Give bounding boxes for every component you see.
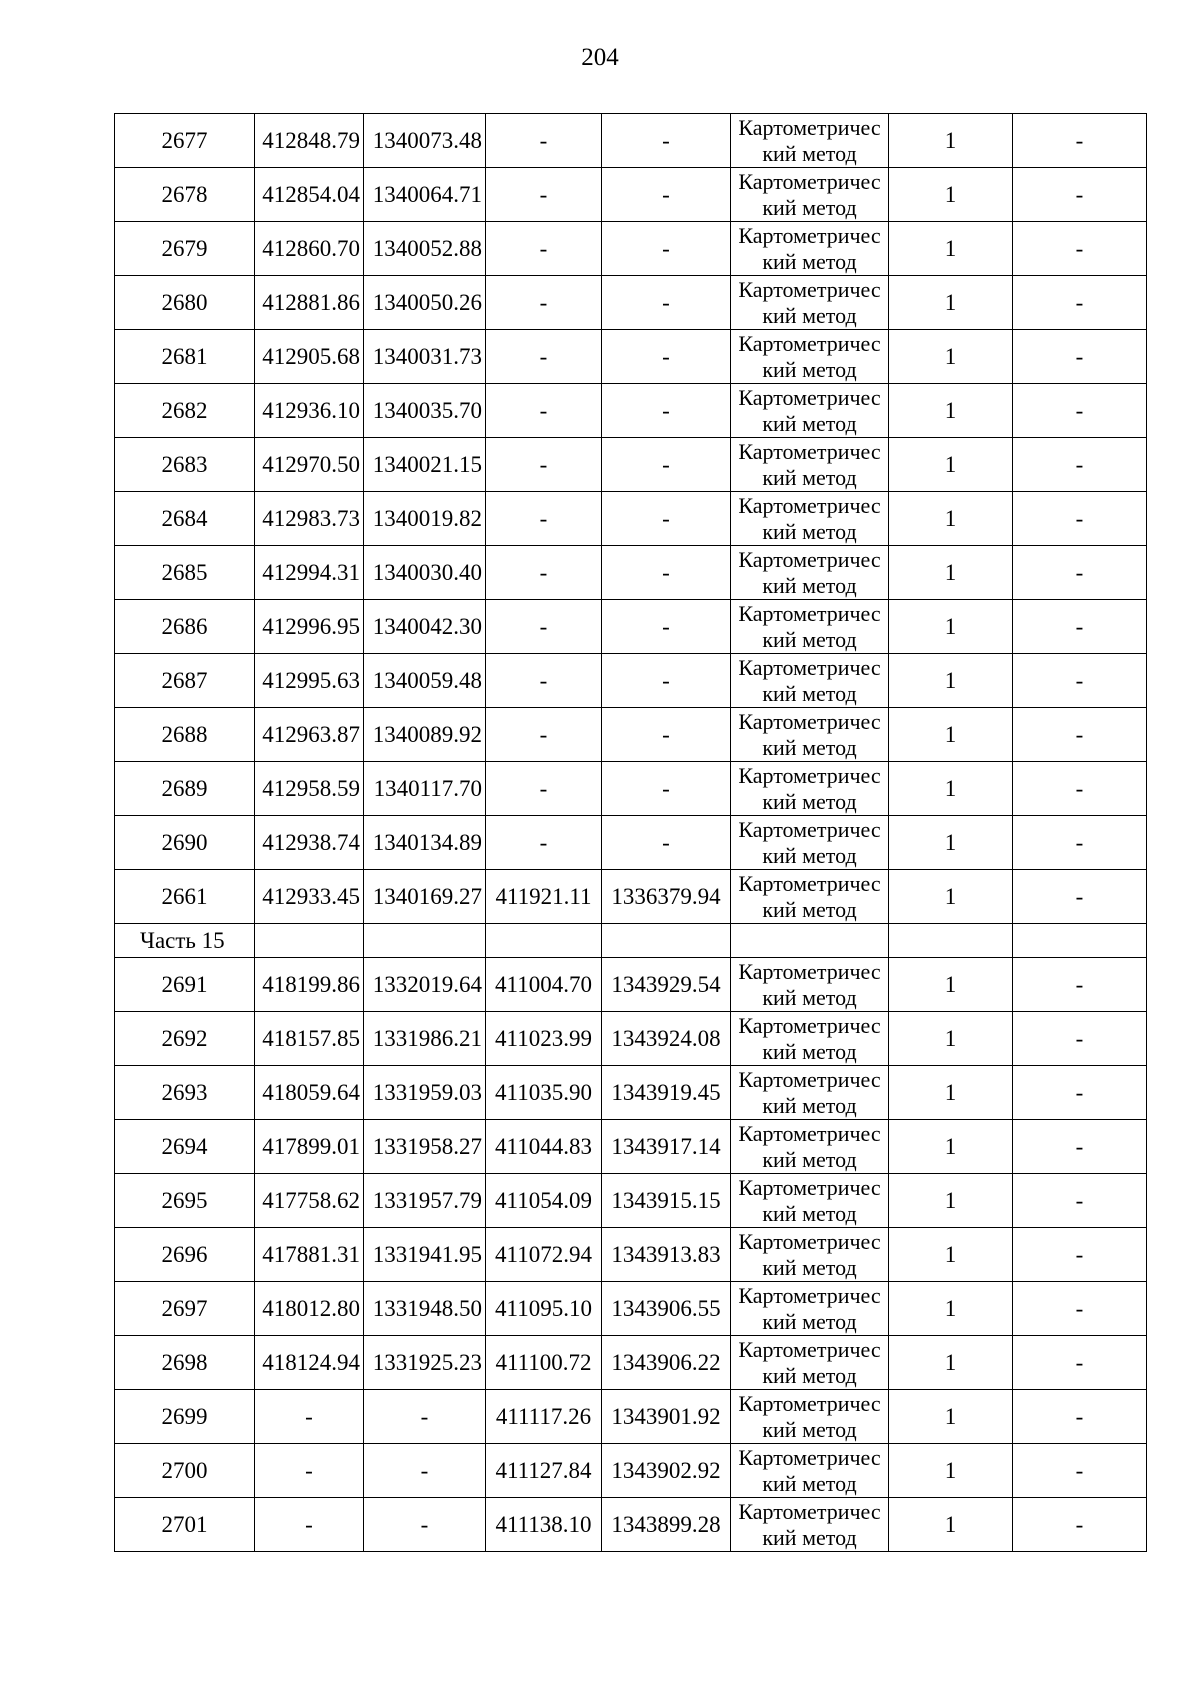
method-text: Картометричес [738, 276, 881, 302]
method-text: Картометричес [738, 1390, 881, 1416]
y-coordinate-alt-cell: 1343901.92 [602, 1390, 731, 1444]
y-coordinate-cell: 1340073.48 [364, 114, 486, 168]
accuracy-cell: 1 [889, 276, 1013, 330]
method-cell [731, 1282, 889, 1336]
point-number-cell: 2677 [115, 114, 255, 168]
y-coordinate-cell: 1340021.15 [364, 438, 486, 492]
x-coordinate-cell: - [255, 1390, 364, 1444]
method-text: кий метод [762, 1470, 857, 1496]
note-cell: - [1013, 1120, 1147, 1174]
table-row [115, 1120, 1147, 1174]
x-coordinate-alt-cell: - [486, 276, 602, 330]
x-coordinate-alt-cell: 411117.26 [486, 1390, 602, 1444]
point-number-cell: 2688 [115, 708, 255, 762]
method-text: кий метод [762, 410, 857, 436]
method-text: Картометричес [738, 958, 881, 984]
x-coordinate-alt-cell: 411921.11 [486, 870, 602, 924]
method-text: кий метод [762, 356, 857, 382]
x-coordinate-alt-cell: 411054.09 [486, 1174, 602, 1228]
accuracy-cell: 1 [889, 114, 1013, 168]
y-coordinate-alt-cell: 1343902.92 [602, 1444, 731, 1498]
empty-cell [1013, 924, 1147, 958]
method-cell [731, 1228, 889, 1282]
accuracy-cell: 1 [889, 762, 1013, 816]
x-coordinate-cell: 412983.73 [255, 492, 364, 546]
empty-cell [486, 924, 602, 958]
y-coordinate-alt-cell: 1343906.55 [602, 1282, 731, 1336]
method-cell [731, 168, 889, 222]
note-cell: - [1013, 546, 1147, 600]
page-number: 204 [581, 44, 619, 71]
table-row [115, 1282, 1147, 1336]
note-cell: - [1013, 1444, 1147, 1498]
method-cell [731, 330, 889, 384]
accuracy-cell: 1 [889, 1336, 1013, 1390]
note-cell: - [1013, 958, 1147, 1012]
y-coordinate-cell: 1340050.26 [364, 276, 486, 330]
y-coordinate-alt-cell: 1343919.45 [602, 1066, 731, 1120]
point-number-cell: 2661 [115, 870, 255, 924]
accuracy-cell: 1 [889, 1390, 1013, 1444]
method-text: кий метод [762, 788, 857, 814]
y-coordinate-cell: 1340064.71 [364, 168, 486, 222]
x-coordinate-cell: 417881.31 [255, 1228, 364, 1282]
method-text: Картометричес [738, 1498, 881, 1524]
method-cell [731, 546, 889, 600]
method-text: кий метод [762, 1038, 857, 1064]
accuracy-cell: 1 [889, 384, 1013, 438]
x-coordinate-alt-cell: - [486, 438, 602, 492]
method-cell [731, 1336, 889, 1390]
method-text: Картометричес [738, 168, 881, 194]
x-coordinate-alt-cell: - [486, 546, 602, 600]
table-row [115, 654, 1147, 708]
method-cell [731, 1498, 889, 1552]
y-coordinate-alt-cell: 1343915.15 [602, 1174, 731, 1228]
point-number-cell: 2678 [115, 168, 255, 222]
method-cell [731, 1174, 889, 1228]
y-coordinate-cell: 1340117.70 [364, 762, 486, 816]
x-coordinate-alt-cell: 411044.83 [486, 1120, 602, 1174]
accuracy-cell: 1 [889, 958, 1013, 1012]
point-number-cell: 2681 [115, 330, 255, 384]
method-text: Картометричес [738, 114, 881, 140]
y-coordinate-cell: 1331959.03 [364, 1066, 486, 1120]
method-cell [731, 1066, 889, 1120]
method-cell [731, 762, 889, 816]
accuracy-cell: 1 [889, 330, 1013, 384]
empty-cell [255, 924, 364, 958]
x-coordinate-cell: - [255, 1444, 364, 1498]
method-text: кий метод [762, 572, 857, 598]
method-cell [731, 654, 889, 708]
point-number-cell: 2694 [115, 1120, 255, 1174]
method-text: Картометричес [738, 1336, 881, 1362]
note-cell: - [1013, 222, 1147, 276]
note-cell: - [1013, 816, 1147, 870]
x-coordinate-cell: 412996.95 [255, 600, 364, 654]
method-cell [731, 276, 889, 330]
method-text: кий метод [762, 680, 857, 706]
method-text: кий метод [762, 1362, 857, 1388]
table-row [115, 1174, 1147, 1228]
point-number-cell: 2696 [115, 1228, 255, 1282]
note-cell: - [1013, 492, 1147, 546]
x-coordinate-cell: 412881.86 [255, 276, 364, 330]
method-text: Картометричес [738, 870, 881, 896]
table-row [115, 168, 1147, 222]
table-row [115, 870, 1147, 924]
method-text: Картометричес [738, 1282, 881, 1308]
method-text: Картометричес [738, 330, 881, 356]
y-coordinate-alt-cell: 1336379.94 [602, 870, 731, 924]
x-coordinate-alt-cell: 411138.10 [486, 1498, 602, 1552]
method-text: Картометричес [738, 222, 881, 248]
y-coordinate-cell: 1331957.79 [364, 1174, 486, 1228]
method-text: Картометричес [738, 492, 881, 518]
y-coordinate-alt-cell: - [602, 492, 731, 546]
x-coordinate-alt-cell: - [486, 816, 602, 870]
accuracy-cell: 1 [889, 870, 1013, 924]
method-cell [731, 222, 889, 276]
accuracy-cell: 1 [889, 1174, 1013, 1228]
method-cell [731, 1390, 889, 1444]
method-text: кий метод [762, 842, 857, 868]
note-cell: - [1013, 1282, 1147, 1336]
method-text: кий метод [762, 518, 857, 544]
note-cell: - [1013, 114, 1147, 168]
point-number-cell: 2683 [115, 438, 255, 492]
point-number-cell: 2684 [115, 492, 255, 546]
x-coordinate-cell: 418199.86 [255, 958, 364, 1012]
method-cell [731, 816, 889, 870]
note-cell: - [1013, 330, 1147, 384]
y-coordinate-alt-cell: - [602, 438, 731, 492]
table-row [115, 276, 1147, 330]
method-cell [731, 870, 889, 924]
x-coordinate-cell: 412860.70 [255, 222, 364, 276]
table-row [115, 600, 1147, 654]
accuracy-cell: 1 [889, 816, 1013, 870]
point-number-cell: 2697 [115, 1282, 255, 1336]
accuracy-cell: 1 [889, 1066, 1013, 1120]
x-coordinate-cell: 417899.01 [255, 1120, 364, 1174]
y-coordinate-alt-cell: 1343917.14 [602, 1120, 731, 1174]
note-cell: - [1013, 384, 1147, 438]
y-coordinate-alt-cell: 1343899.28 [602, 1498, 731, 1552]
note-cell: - [1013, 600, 1147, 654]
accuracy-cell: 1 [889, 708, 1013, 762]
x-coordinate-cell: 418012.80 [255, 1282, 364, 1336]
method-text: кий метод [762, 1308, 857, 1334]
x-coordinate-cell: 412933.45 [255, 870, 364, 924]
x-coordinate-cell: 412963.87 [255, 708, 364, 762]
note-cell: - [1013, 1498, 1147, 1552]
point-number-cell: 2680 [115, 276, 255, 330]
x-coordinate-alt-cell: - [486, 654, 602, 708]
x-coordinate-alt-cell: - [486, 492, 602, 546]
table-row [115, 1012, 1147, 1066]
y-coordinate-cell: - [364, 1390, 486, 1444]
x-coordinate-cell: 412970.50 [255, 438, 364, 492]
x-coordinate-cell: 412938.74 [255, 816, 364, 870]
x-coordinate-alt-cell: 411035.90 [486, 1066, 602, 1120]
method-text: Картометричес [738, 1174, 881, 1200]
y-coordinate-cell: 1331958.27 [364, 1120, 486, 1174]
note-cell: - [1013, 168, 1147, 222]
x-coordinate-cell: 418124.94 [255, 1336, 364, 1390]
note-cell: - [1013, 762, 1147, 816]
coordinates-table [114, 113, 1147, 1552]
method-text: кий метод [762, 1146, 857, 1172]
note-cell: - [1013, 438, 1147, 492]
point-number-cell: 2679 [115, 222, 255, 276]
point-number-cell: 2695 [115, 1174, 255, 1228]
x-coordinate-alt-cell: - [486, 114, 602, 168]
note-cell: - [1013, 708, 1147, 762]
method-cell [731, 492, 889, 546]
table-row [115, 708, 1147, 762]
y-coordinate-alt-cell: 1343906.22 [602, 1336, 731, 1390]
table-row [115, 1498, 1147, 1552]
table-row [115, 958, 1147, 1012]
method-text: Картометричес [738, 816, 881, 842]
y-coordinate-cell: 1331986.21 [364, 1012, 486, 1066]
y-coordinate-alt-cell: - [602, 114, 731, 168]
y-coordinate-alt-cell: - [602, 168, 731, 222]
x-coordinate-cell: - [255, 1498, 364, 1552]
y-coordinate-alt-cell: - [602, 546, 731, 600]
y-coordinate-cell: - [364, 1444, 486, 1498]
note-cell: - [1013, 1228, 1147, 1282]
accuracy-cell: 1 [889, 438, 1013, 492]
method-text: Картометричес [738, 1228, 881, 1254]
accuracy-cell: 1 [889, 492, 1013, 546]
x-coordinate-cell: 417758.62 [255, 1174, 364, 1228]
y-coordinate-cell: 1331925.23 [364, 1336, 486, 1390]
note-cell: - [1013, 870, 1147, 924]
method-cell [731, 438, 889, 492]
method-text: Картометричес [738, 546, 881, 572]
empty-cell [602, 924, 731, 958]
point-number-cell: 2700 [115, 1444, 255, 1498]
point-number-cell: 2698 [115, 1336, 255, 1390]
table-row [115, 1336, 1147, 1390]
x-coordinate-alt-cell: - [486, 168, 602, 222]
method-text: Картометричес [738, 708, 881, 734]
method-text: Картометричес [738, 1120, 881, 1146]
method-text: кий метод [762, 1200, 857, 1226]
method-cell [731, 1120, 889, 1174]
method-text: Картометричес [738, 1444, 881, 1470]
table-row [115, 816, 1147, 870]
note-cell: - [1013, 1174, 1147, 1228]
method-text: кий метод [762, 302, 857, 328]
table-row [115, 762, 1147, 816]
table-row [115, 330, 1147, 384]
x-coordinate-alt-cell: - [486, 708, 602, 762]
accuracy-cell: 1 [889, 600, 1013, 654]
method-text: кий метод [762, 1416, 857, 1442]
x-coordinate-alt-cell: 411004.70 [486, 958, 602, 1012]
note-cell: - [1013, 1390, 1147, 1444]
point-number-cell: 2691 [115, 958, 255, 1012]
method-cell [731, 1012, 889, 1066]
empty-cell [889, 924, 1013, 958]
table-row [115, 114, 1147, 168]
accuracy-cell: 1 [889, 1498, 1013, 1552]
method-text: кий метод [762, 1254, 857, 1280]
y-coordinate-alt-cell: - [602, 762, 731, 816]
table-row [115, 546, 1147, 600]
y-coordinate-cell: 1340035.70 [364, 384, 486, 438]
point-number-cell: 2689 [115, 762, 255, 816]
method-text: кий метод [762, 464, 857, 490]
x-coordinate-alt-cell: - [486, 384, 602, 438]
x-coordinate-alt-cell: 411127.84 [486, 1444, 602, 1498]
x-coordinate-cell: 412936.10 [255, 384, 364, 438]
method-text: кий метод [762, 248, 857, 274]
note-cell: - [1013, 1012, 1147, 1066]
method-cell [731, 384, 889, 438]
point-number-cell: 2687 [115, 654, 255, 708]
x-coordinate-cell: 412854.04 [255, 168, 364, 222]
y-coordinate-cell: 1331941.95 [364, 1228, 486, 1282]
method-text: кий метод [762, 896, 857, 922]
y-coordinate-cell: 1332019.64 [364, 958, 486, 1012]
method-text: кий метод [762, 194, 857, 220]
method-cell [731, 114, 889, 168]
x-coordinate-cell: 412958.59 [255, 762, 364, 816]
method-text: Картометричес [738, 654, 881, 680]
accuracy-cell: 1 [889, 1012, 1013, 1066]
x-coordinate-cell: 418059.64 [255, 1066, 364, 1120]
x-coordinate-cell: 412905.68 [255, 330, 364, 384]
method-text: Картометричес [738, 762, 881, 788]
y-coordinate-alt-cell: - [602, 654, 731, 708]
table-row [115, 1390, 1147, 1444]
table-row [115, 1444, 1147, 1498]
note-cell: - [1013, 654, 1147, 708]
y-coordinate-cell: 1340052.88 [364, 222, 486, 276]
y-coordinate-cell: 1331948.50 [364, 1282, 486, 1336]
section-header-row [115, 924, 1147, 958]
x-coordinate-alt-cell: 411095.10 [486, 1282, 602, 1336]
accuracy-cell: 1 [889, 222, 1013, 276]
y-coordinate-alt-cell: - [602, 222, 731, 276]
y-coordinate-cell: 1340089.92 [364, 708, 486, 762]
y-coordinate-cell: 1340042.30 [364, 600, 486, 654]
y-coordinate-cell: 1340134.89 [364, 816, 486, 870]
method-cell [731, 600, 889, 654]
table-row [115, 438, 1147, 492]
accuracy-cell: 1 [889, 654, 1013, 708]
y-coordinate-cell: 1340031.73 [364, 330, 486, 384]
point-number-cell: 2693 [115, 1066, 255, 1120]
y-coordinate-alt-cell: - [602, 816, 731, 870]
x-coordinate-alt-cell: 411023.99 [486, 1012, 602, 1066]
table-row [115, 1228, 1147, 1282]
empty-cell [731, 924, 889, 958]
method-text: кий метод [762, 626, 857, 652]
note-cell: - [1013, 1336, 1147, 1390]
point-number-cell: 2682 [115, 384, 255, 438]
y-coordinate-cell: - [364, 1498, 486, 1552]
y-coordinate-cell: 1340019.82 [364, 492, 486, 546]
accuracy-cell: 1 [889, 1228, 1013, 1282]
table-row [115, 492, 1147, 546]
method-text: Картометричес [738, 1066, 881, 1092]
table-row [115, 1066, 1147, 1120]
x-coordinate-cell: 412848.79 [255, 114, 364, 168]
empty-cell [364, 924, 486, 958]
method-text: Картометричес [738, 384, 881, 410]
note-cell: - [1013, 276, 1147, 330]
y-coordinate-cell: 1340169.27 [364, 870, 486, 924]
method-text: кий метод [762, 140, 857, 166]
method-cell [731, 1444, 889, 1498]
method-text: кий метод [762, 734, 857, 760]
y-coordinate-alt-cell: - [602, 276, 731, 330]
y-coordinate-cell: 1340030.40 [364, 546, 486, 600]
method-text: Картометричес [738, 438, 881, 464]
table-row [115, 384, 1147, 438]
y-coordinate-alt-cell: 1343924.08 [602, 1012, 731, 1066]
x-coordinate-alt-cell: - [486, 222, 602, 276]
y-coordinate-alt-cell: 1343913.83 [602, 1228, 731, 1282]
x-coordinate-cell: 412995.63 [255, 654, 364, 708]
method-text: Картометричес [738, 600, 881, 626]
method-cell [731, 708, 889, 762]
x-coordinate-alt-cell: 411100.72 [486, 1336, 602, 1390]
method-text: кий метод [762, 1092, 857, 1118]
note-cell: - [1013, 1066, 1147, 1120]
method-text: кий метод [762, 984, 857, 1010]
accuracy-cell: 1 [889, 546, 1013, 600]
x-coordinate-cell: 418157.85 [255, 1012, 364, 1066]
point-number-cell: 2699 [115, 1390, 255, 1444]
point-number-cell: 2686 [115, 600, 255, 654]
x-coordinate-alt-cell: - [486, 330, 602, 384]
accuracy-cell: 1 [889, 1120, 1013, 1174]
x-coordinate-cell: 412994.31 [255, 546, 364, 600]
y-coordinate-alt-cell: 1343929.54 [602, 958, 731, 1012]
table-row [115, 222, 1147, 276]
table-body [115, 114, 1147, 1552]
x-coordinate-alt-cell: 411072.94 [486, 1228, 602, 1282]
accuracy-cell: 1 [889, 1282, 1013, 1336]
y-coordinate-alt-cell: - [602, 384, 731, 438]
point-number-cell: 2685 [115, 546, 255, 600]
section-label: Часть 15 [115, 924, 255, 958]
point-number-cell: 2701 [115, 1498, 255, 1552]
y-coordinate-alt-cell: - [602, 600, 731, 654]
y-coordinate-cell: 1340059.48 [364, 654, 486, 708]
x-coordinate-alt-cell: - [486, 762, 602, 816]
y-coordinate-alt-cell: - [602, 708, 731, 762]
y-coordinate-alt-cell: - [602, 330, 731, 384]
x-coordinate-alt-cell: - [486, 600, 602, 654]
method-text: кий метод [762, 1524, 857, 1550]
accuracy-cell: 1 [889, 1444, 1013, 1498]
method-text: Картометричес [738, 1012, 881, 1038]
point-number-cell: 2690 [115, 816, 255, 870]
method-cell [731, 958, 889, 1012]
point-number-cell: 2692 [115, 1012, 255, 1066]
accuracy-cell: 1 [889, 168, 1013, 222]
